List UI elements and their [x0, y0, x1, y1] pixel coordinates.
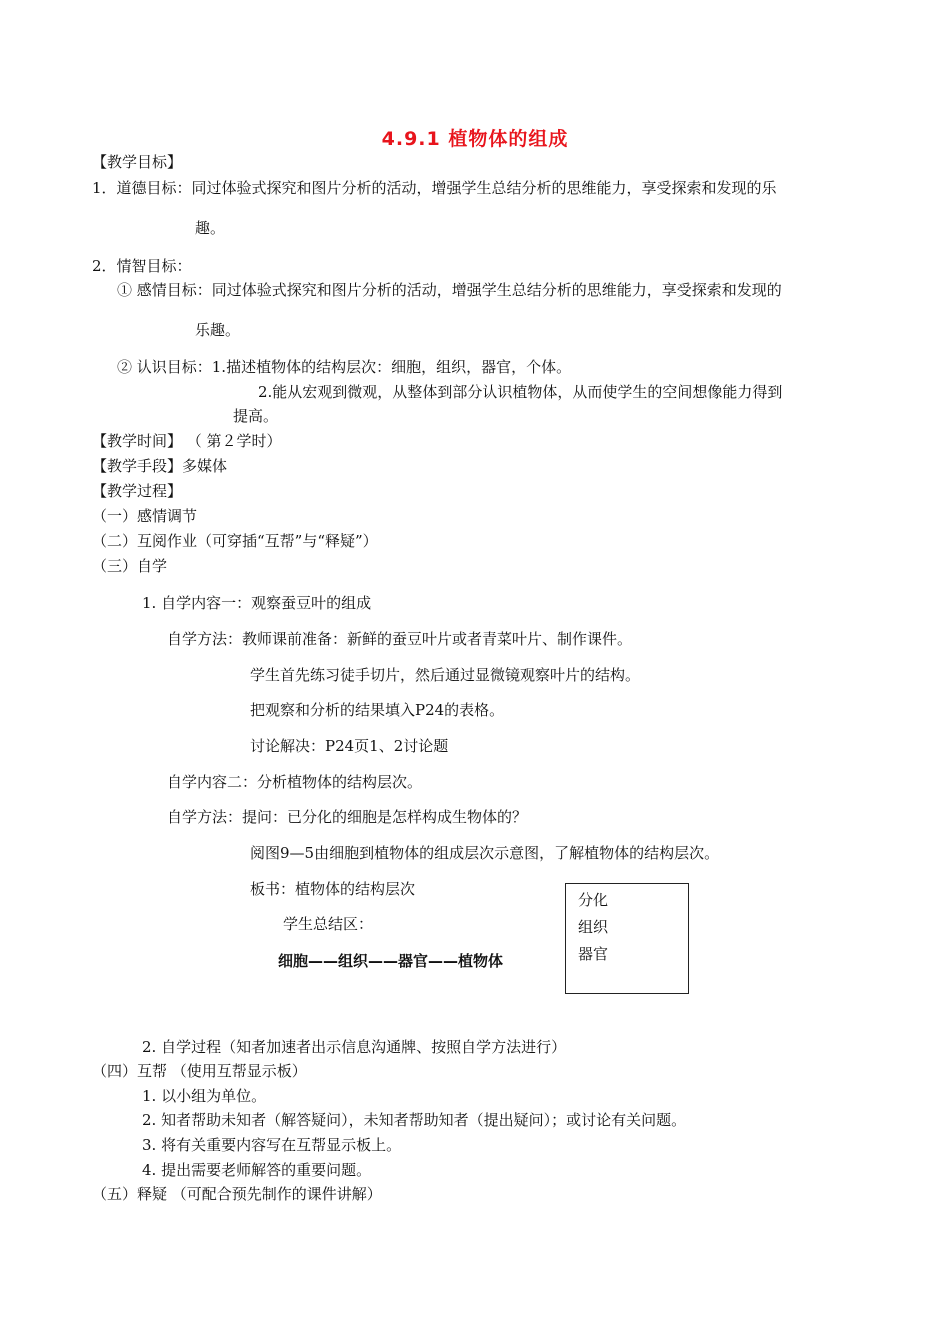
help-item-1: 1. 以小组为单位。: [142, 1087, 267, 1105]
self-study-content-1: 1. 自学内容一：观察蚕豆叶的组成: [142, 594, 372, 612]
board-heading: 板书：植物体的结构层次: [250, 880, 416, 898]
section-5: （五）释疑 （可配合预先制作的课件讲解）: [92, 1185, 382, 1203]
document-title: 4.9.1 植物体的组成: [381, 128, 569, 150]
help-item-4: 4. 提出需要老师解答的重要问题。: [142, 1161, 372, 1179]
cognitive-objective-1: ② 认识目标：1.描述植物体的结构层次：细胞，组织，器官，个体。: [117, 358, 572, 376]
box-item: 组织: [578, 918, 609, 936]
objectives-heading: 【教学目标】: [92, 153, 183, 171]
box-item: 分化: [578, 891, 609, 909]
board-box: [565, 883, 689, 994]
self-study-method-6: 阅图9—5由细胞到植物体的组成层次示意图，了解植物体的结构层次。: [250, 844, 720, 862]
self-study-method-4: 讨论解决：P24页1、2讨论题: [250, 737, 449, 755]
box-item: 器官: [578, 945, 609, 963]
section-3: （三）自学: [92, 557, 168, 575]
help-item-3: 3. 将有关重要内容写在互帮显示板上。: [142, 1136, 402, 1154]
cognitive-objective-2: 2.能从宏观到微观，从整体到部分认识植物体，从而使学生的空间想像能力得到: [258, 383, 783, 401]
self-study-content-2: 自学内容二：分析植物体的结构层次。: [167, 773, 423, 791]
objective-1-text-cont: 趣。: [195, 219, 226, 237]
section-1: （一）感情调节: [92, 507, 198, 525]
teaching-means: 【教学手段】多媒体: [92, 457, 228, 475]
section-2: （二）互阅作业（可穿插“互帮”与“释疑”）: [92, 532, 378, 550]
self-study-method-3: 把观察和分析的结果填入P24的表格。: [250, 701, 505, 719]
emotional-objective-cont: 乐趣。: [195, 321, 241, 339]
self-study-method-1: 自学方法：教师课前准备：新鲜的蚕豆叶片或者青菜叶片、制作课件。: [167, 630, 633, 648]
emotional-objective: ① 感情目标：同过体验式探究和图片分析的活动，增强学生总结分析的思维能力，享受探索和发现的: [117, 281, 782, 299]
help-item-2: 2. 知者帮助未知者（解答疑问），未知者帮助知者（提出疑问）；或讨论有关问题。: [142, 1111, 687, 1129]
process-heading: 【教学过程】: [92, 482, 183, 500]
teaching-time: 【教学时间】 （ 第２学时）: [92, 432, 282, 450]
objective-1-text: 1．道德目标：同过体验式探究和图片分析的活动，增强学生总结分析的思维能力，享受探索和发现的乐: [92, 179, 777, 197]
structure-chain: 细胞——组织——器官——植物体: [278, 952, 504, 970]
self-study-method-5: 自学方法：提问：已分化的细胞是怎样构成生物体的？: [167, 808, 528, 826]
objective-2-heading: 2．情智目标：: [92, 257, 192, 275]
section-4: （四）互帮 （使用互帮显示板）: [92, 1062, 307, 1080]
self-study-method-2: 学生首先练习徒手切片，然后通过显微镜观察叶片的结构。: [250, 666, 641, 684]
self-study-process: 2. 自学过程（知者加速者出示信息沟通牌、按照自学方法进行）: [142, 1038, 567, 1056]
student-summary-label: 学生总结区：: [283, 915, 374, 933]
cognitive-objective-2-cont: 提高。: [233, 407, 279, 425]
